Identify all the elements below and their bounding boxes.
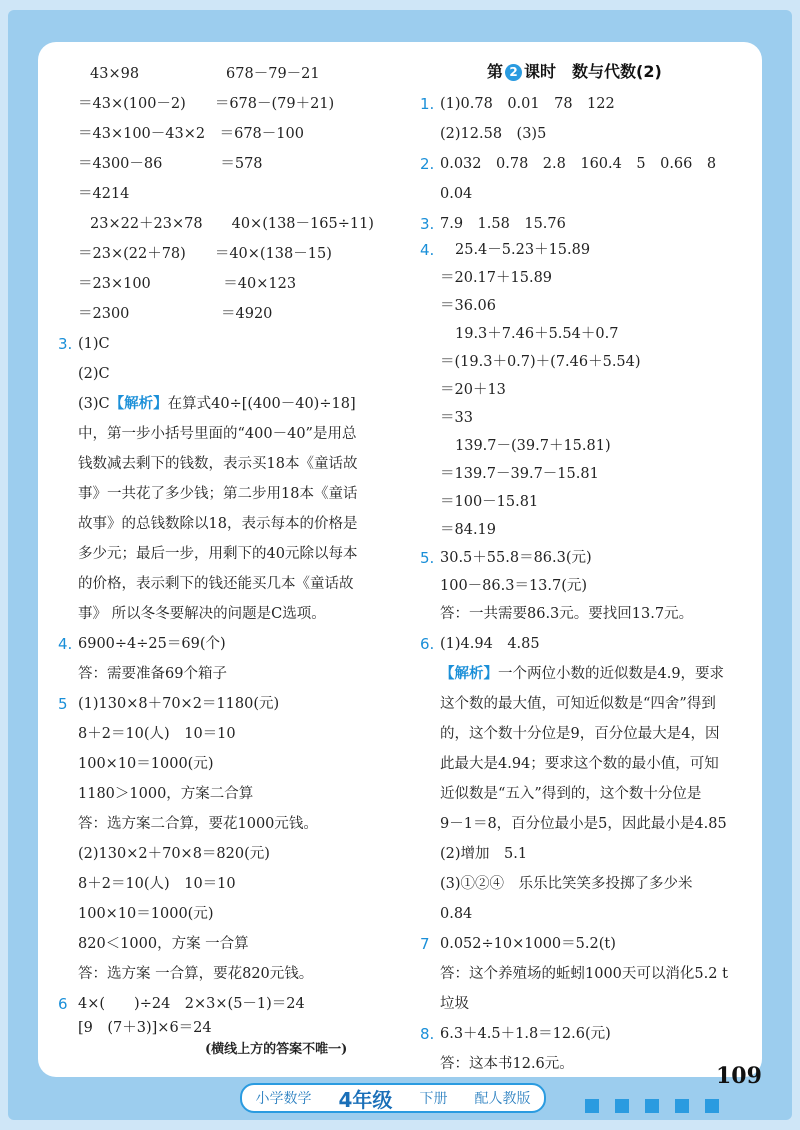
answer-text: 答：一共需要86.3元。要找回13.7元。 — [440, 606, 694, 622]
answer-line — [78, 364, 110, 384]
answer-text: 答：需要准备69个箱子 — [78, 666, 227, 682]
answer-text: 0.032 0.78 2.8 160.4 5 0.66 8 — [440, 156, 717, 172]
answer-line — [78, 184, 129, 204]
answer-text: 43×98 678－79－21 — [90, 66, 320, 82]
answer-line — [440, 352, 641, 372]
answer-line — [78, 604, 326, 624]
answer-line — [440, 634, 540, 654]
answer-line — [440, 604, 693, 624]
footer-subject: 小学数学 — [255, 1091, 312, 1107]
answer-line — [78, 1018, 212, 1038]
answer-line — [440, 724, 719, 744]
answer-line — [90, 64, 320, 84]
answer-text: 139.7－(39.7＋15.81) — [455, 438, 611, 454]
answer-text: ＝23×100 ＝40×123 — [78, 276, 297, 292]
answer-line — [440, 268, 552, 288]
answer-line — [440, 214, 566, 234]
answer-text: 的价格，表示剩下的钱还能买几本《童话故 — [78, 576, 354, 592]
answer-text: (2)12.58 (3)5 — [440, 126, 547, 142]
answer-text: (1)C — [78, 336, 110, 352]
answer-text: (1)4.94 4.85 — [440, 636, 540, 652]
answer-text: ＝139.7－39.7－15.81 — [440, 466, 599, 482]
lesson-header — [487, 62, 662, 82]
answer-text: 事》 所以冬冬要解决的问题是C选项。 — [78, 606, 326, 622]
answer-line — [78, 514, 357, 534]
answer-line — [440, 844, 527, 864]
answer-text: 4×( )÷24 2×3×(5－1)＝24 — [78, 996, 305, 1012]
question-number: 8. — [420, 1025, 435, 1043]
answer-text: 这个数的最大值，可知近似数是“四舍”得到 — [440, 696, 716, 712]
answer-text: 答：选方案 一合算，要花820元钱。 — [78, 966, 314, 982]
question-number: 4. — [420, 241, 435, 259]
answer-line — [78, 754, 214, 774]
answer-line — [455, 436, 611, 456]
answer-text: 1180＞1000，方案二合算 — [78, 786, 254, 802]
answer-line — [440, 784, 701, 804]
answer-text: ＝(19.3＋0.7)＋(7.46＋5.54) — [440, 354, 641, 370]
answer-line — [440, 904, 472, 924]
question-number: 5. — [420, 549, 435, 567]
answer-text: 答：选方案二合算，要花1000元钱。 — [78, 816, 318, 832]
answer-line — [78, 544, 357, 564]
answer-line — [78, 934, 249, 954]
answer-line — [440, 576, 587, 596]
answer-line — [440, 664, 724, 684]
answer-text: 820＜1000，方案 一合算 — [78, 936, 249, 952]
question-number: 6. — [420, 635, 435, 653]
answer-text: 100×10＝1000(元) — [78, 756, 214, 772]
answer-line — [78, 694, 279, 714]
answer-line — [78, 424, 356, 444]
answer-text: 6900÷4÷25＝69(个) — [78, 636, 226, 652]
answer-text: ＝43×100－43×2 ＝678－100 — [78, 126, 304, 142]
answer-line — [440, 154, 716, 174]
answer-line — [440, 994, 469, 1014]
answer-line — [78, 994, 305, 1014]
answer-text: 23×22＋23×78 40×(138－165÷11) — [90, 216, 374, 232]
answer-text: 中，第一步小括号里面的“400－40”是用总 — [78, 426, 357, 442]
answer-text: 6.3＋4.5＋1.8＝12.6(元) — [440, 1026, 611, 1042]
answer-line — [440, 934, 616, 954]
answer-text: (2)C — [78, 366, 110, 382]
answer-text: (3)C — [78, 396, 110, 412]
answer-text: 多少元；最后一步，用剩下的40元除以每本 — [78, 546, 358, 562]
answer-line — [78, 874, 236, 894]
answer-line — [440, 94, 615, 114]
answer-line — [440, 296, 496, 316]
answer-text: 的，这个数十分位是9，百分位最大是4，因 — [440, 726, 720, 742]
answer-line — [78, 94, 334, 114]
answer-line — [78, 304, 272, 324]
answer-text: 答：这本书12.6元。 — [440, 1056, 574, 1072]
answer-text: (3)①②④ 乐乐比笑笑多投掷了多少米 — [440, 876, 693, 892]
answer-text: 此最大是4.94；要求这个数的最小值，可知 — [440, 756, 719, 772]
answer-text: ＝43×(100－2) ＝678－(79＋21) — [78, 96, 335, 112]
analysis-text: 在算式40÷[(400－40)÷18] — [167, 396, 356, 412]
question-number: 5 — [58, 695, 68, 713]
answer-text: 0.04 — [440, 186, 473, 202]
answer-text: ＝20.17＋15.89 — [440, 270, 553, 286]
answer-line — [78, 484, 357, 504]
lesson-number-badge: 2 — [505, 64, 522, 81]
answer-line — [78, 454, 357, 474]
lesson-title: 课时 数与代数(2) — [524, 62, 662, 81]
question-number: 4. — [58, 635, 73, 653]
answer-text: (2)增加 5.1 — [440, 846, 528, 862]
answer-line — [455, 240, 590, 260]
answer-text: 0.84 — [440, 906, 473, 922]
answer-text: 钱数减去剩下的钱数，表示买18本《童话故 — [78, 456, 358, 472]
answer-text: 9－1＝8，百分位最小是5，因此最小是4.85 — [440, 816, 727, 832]
answer-text: ＝23×(22＋78) ＝40×(138－15) — [78, 246, 332, 262]
answer-line — [78, 664, 227, 684]
answer-text: 答：这个养殖场的蚯蚓1000天可以消化5.2 t — [440, 966, 728, 982]
answer-text: 25.4－5.23＋15.89 — [455, 242, 591, 258]
answer-text: ＝100－15.81 — [440, 494, 539, 510]
question-number: 7 — [420, 935, 430, 953]
answer-line — [440, 380, 506, 400]
answer-text: ＝4214 — [78, 186, 130, 202]
footer-decoration — [585, 1098, 735, 1117]
answer-line — [78, 844, 270, 864]
answer-text: 7.9 1.58 15.76 — [440, 216, 566, 232]
answer-text: (1)130×8＋70×2＝1180(元) — [78, 696, 280, 712]
note-text: (横线上方的答案不唯一) — [205, 1042, 348, 1057]
answer-line — [78, 244, 332, 264]
answer-line — [440, 548, 592, 568]
answer-line — [78, 334, 110, 354]
answer-text: ＝2300 ＝4920 — [78, 306, 273, 322]
answer-line — [440, 754, 719, 774]
answer-text: 30.5＋55.8＝86.3(元) — [440, 550, 592, 566]
footer-volume: 下册 — [419, 1091, 448, 1107]
footer-edition: 配人教版 — [474, 1091, 531, 1107]
answer-text: (2)130×2＋70×8＝820(元) — [78, 846, 270, 862]
answer-line — [78, 784, 253, 804]
answer-line — [78, 814, 318, 834]
analysis-tag: 【解析】 — [109, 395, 168, 412]
answer-line — [78, 154, 263, 174]
answer-text: 近似数是“五入”得到的，这个数十分位是 — [440, 786, 702, 802]
answer-text: 19.3＋7.46＋5.54＋0.7 — [455, 326, 619, 342]
answer-line — [440, 1054, 574, 1074]
answer-text: 故事》的总钱数除以18，表示每本的价格是 — [78, 516, 358, 532]
answer-line — [78, 574, 354, 594]
analysis-text: 一个两位小数的近似数是4.9，要求 — [498, 666, 725, 682]
answer-text: (1)0.78 0.01 78 122 — [440, 96, 615, 112]
answer-text: 8＋2＝10(人) 10＝10 — [78, 726, 236, 742]
answer-line — [440, 124, 546, 144]
answer-text: 100－86.3＝13.7(元) — [440, 578, 588, 594]
answer-text: ＝33 — [440, 410, 473, 426]
page-number: 109 — [716, 1063, 762, 1089]
answer-line — [440, 464, 599, 484]
answer-line — [78, 964, 313, 984]
answer-line — [440, 964, 728, 984]
answer-line — [455, 324, 618, 344]
answer-text: ＝84.19 — [440, 522, 497, 538]
answer-line — [78, 904, 214, 924]
answer-text: ＝20＋13 — [440, 382, 506, 398]
answer-text: ＝36.06 — [440, 298, 497, 314]
answer-line — [90, 214, 374, 234]
question-number: 3. — [420, 215, 435, 233]
answer-line — [440, 694, 716, 714]
answer-line — [440, 492, 538, 512]
answer-text: ＝4300－86 ＝578 — [78, 156, 263, 172]
answer-line — [78, 724, 236, 744]
footer-grade: 4年级 — [338, 1087, 393, 1112]
answer-line — [440, 814, 727, 834]
answer-line — [78, 634, 226, 654]
answer-text: 0.052÷10×1000＝5.2(t) — [440, 936, 616, 952]
answer-line — [78, 274, 296, 294]
question-number: 6 — [58, 995, 68, 1013]
question-number: 2. — [420, 155, 435, 173]
answer-line — [440, 1024, 611, 1044]
footer-badge — [240, 1083, 546, 1113]
answer-text: 100×10＝1000(元) — [78, 906, 214, 922]
answer-text: 8＋2＝10(人) 10＝10 — [78, 876, 236, 892]
answer-text: [9 (7＋3)]×6＝24 — [78, 1020, 212, 1036]
analysis-tag: 【解析】 — [440, 665, 498, 682]
answer-line — [440, 184, 472, 204]
question-number: 1. — [420, 95, 435, 113]
answer-line — [440, 408, 473, 428]
answer-line — [78, 124, 304, 144]
lesson-prefix: 第 — [487, 62, 504, 81]
answer-line — [78, 394, 356, 414]
answer-text: 事》一共花了多少钱；第二步用18本《童话 — [78, 486, 358, 502]
question-number: 3. — [58, 335, 73, 353]
answer-line — [440, 874, 693, 894]
answer-line — [440, 520, 496, 540]
answer-text: 垃圾 — [440, 996, 469, 1012]
